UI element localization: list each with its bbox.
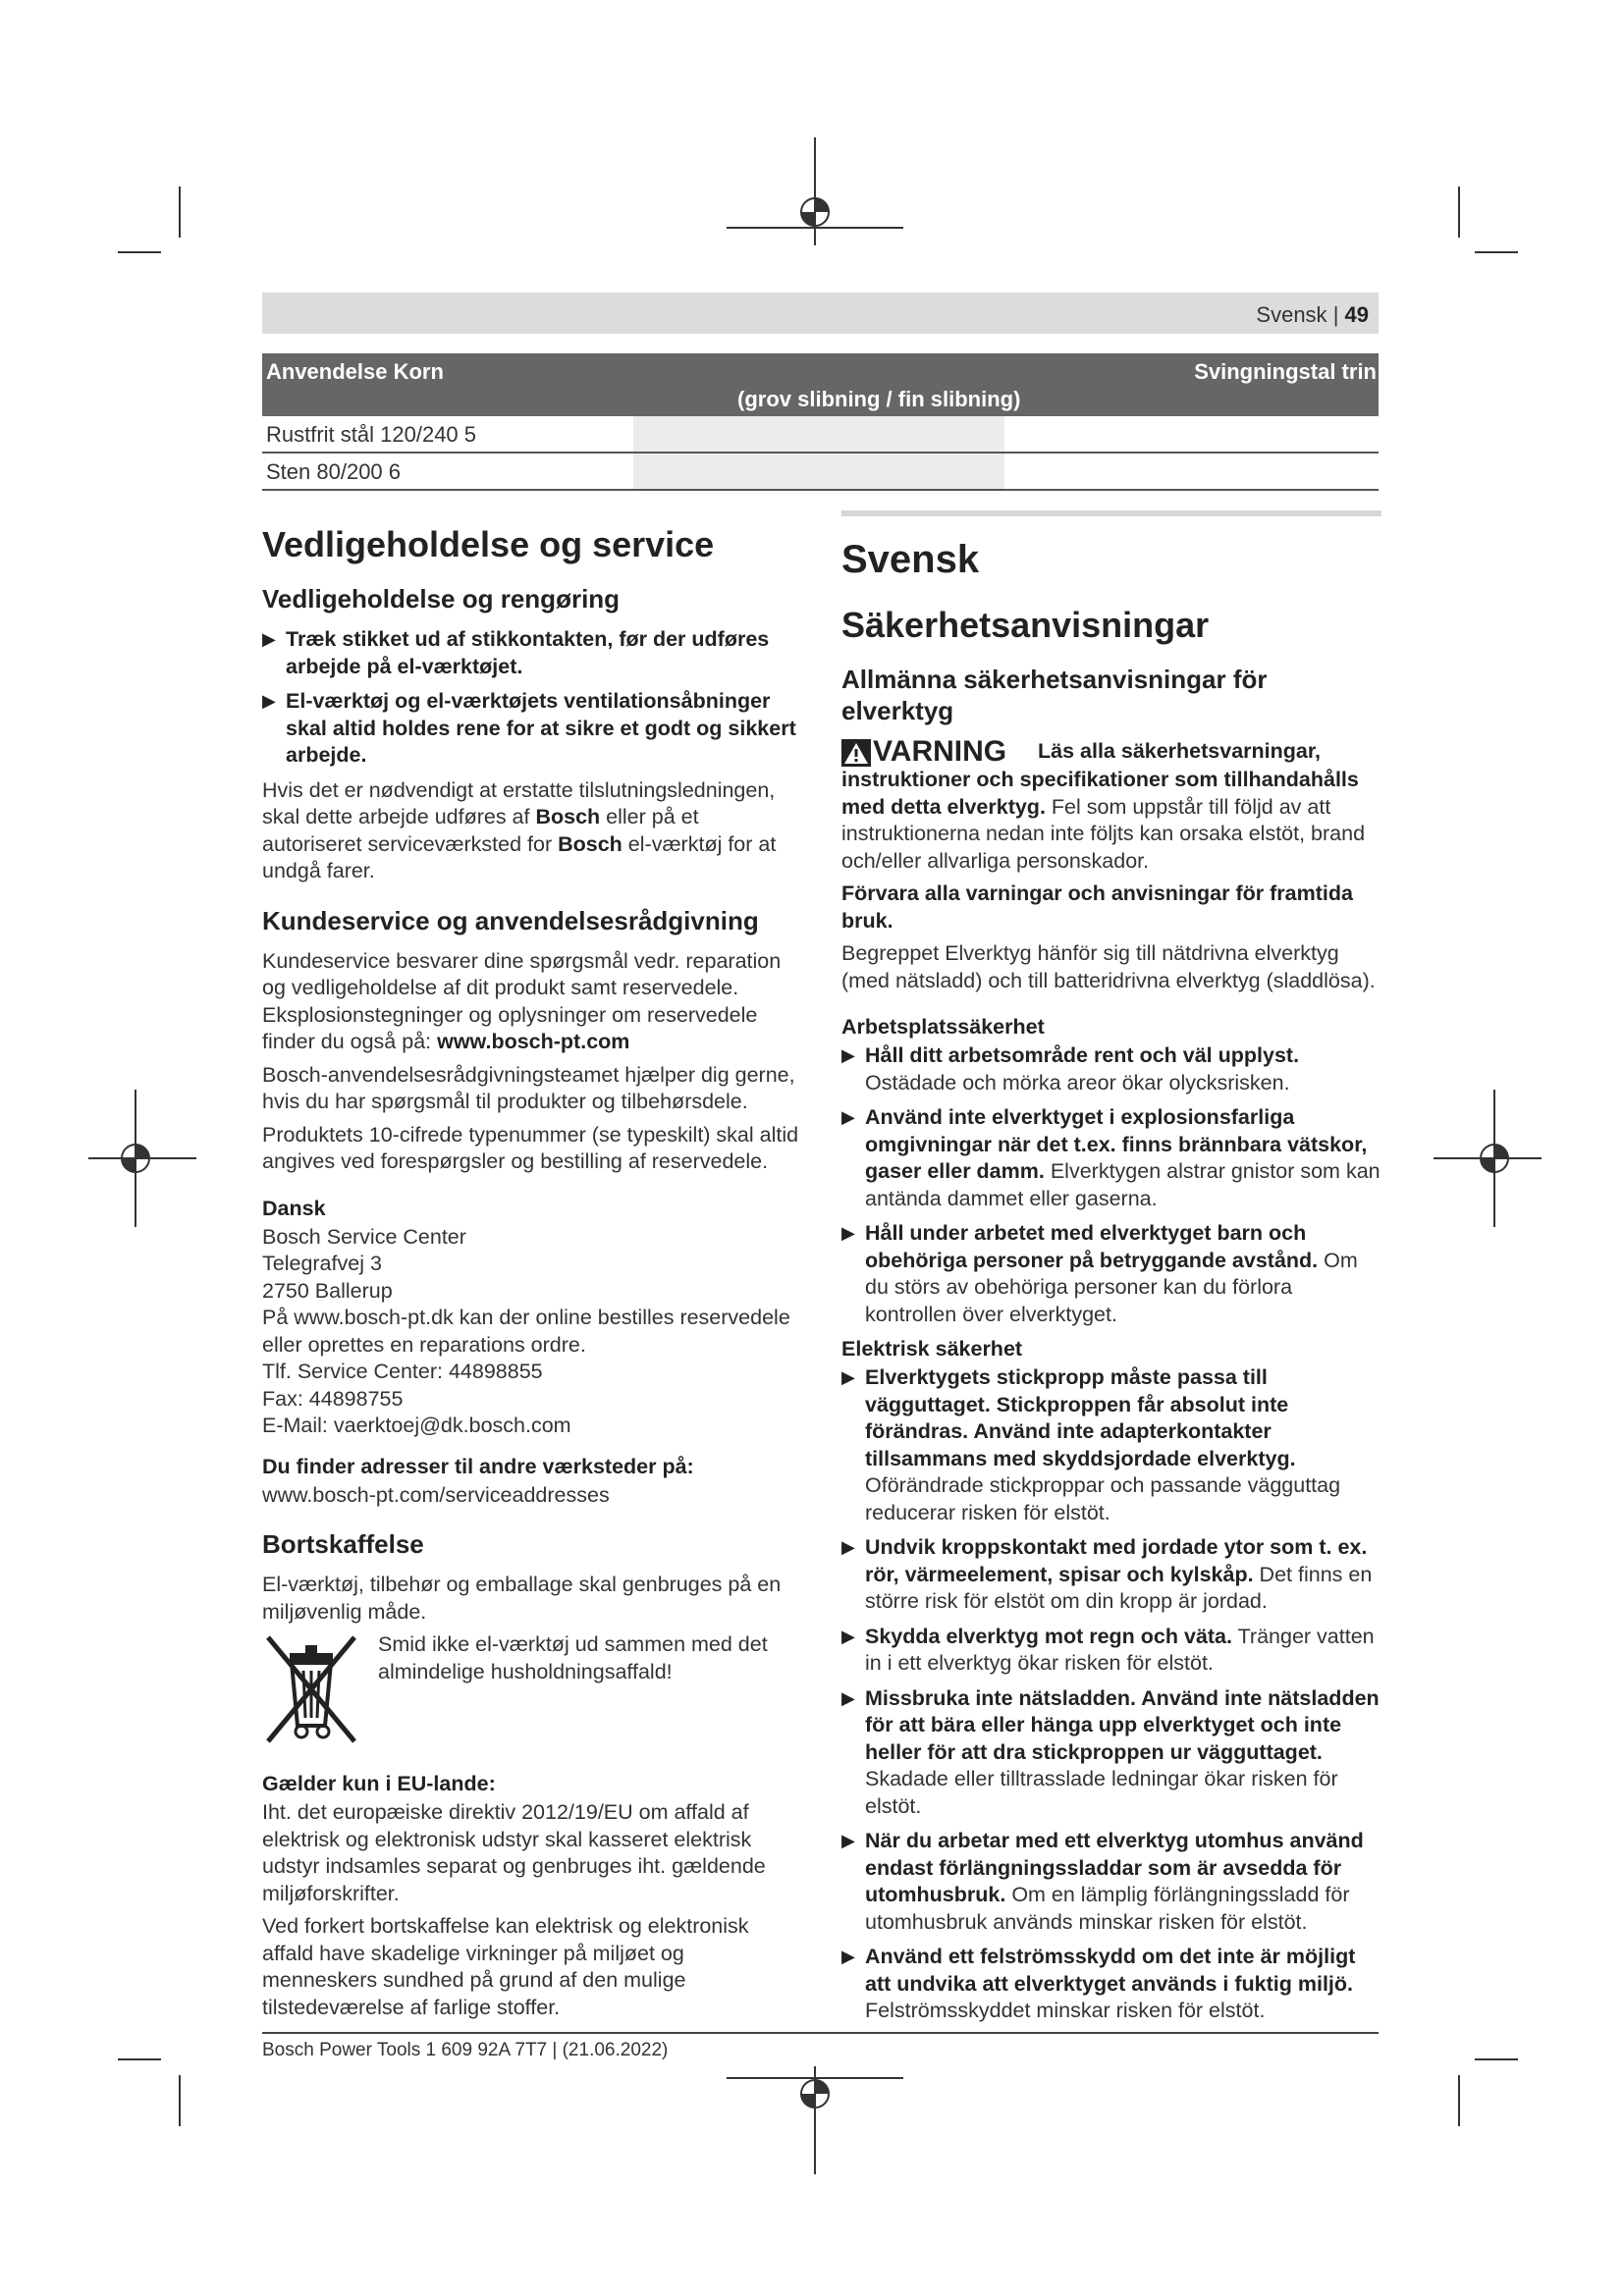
header-section: Svensk [1256, 302, 1327, 327]
right-column [841, 510, 1381, 2033]
heading-allmanna: Allmänna säkerhetsanvisningar för elverktyg [841, 665, 1268, 725]
address-line: Fax: 44898755 [262, 1386, 404, 1411]
bullet-list [841, 1042, 1381, 1328]
list-item: ▶ Använd inte elverktyget i explosionsfarliga omgivningar när det t.ex. finns brännbara vätskor, gaser eller damm. Elverktygen alstrar gnistor som kan antända dammet eller gaserna. [841, 1105, 1380, 1210]
triangle-bullet-icon: ▶ [841, 1045, 855, 1066]
column-header: Svingningstal trin [1194, 359, 1377, 384]
address-line: E-Mail: vaerktoej@dk.bosch.com [262, 1414, 571, 1437]
service-addresses-link[interactable]: www.bosch-pt.com/serviceaddresses [262, 1482, 610, 1507]
heading-rengoring: Vedligeholdelse og rengøring [262, 584, 621, 614]
heading-eu: Gælder kun i EU-lande: [262, 1772, 496, 1795]
heading-arbetsplats: Arbetsplatssäkerhet [841, 1015, 1045, 1040]
triangle-bullet-icon: ▶ [841, 1107, 855, 1128]
list-item: ▶ Håll under arbetet med elverktyget barn och obehöriga personer på betryggande avstånd. Om du störs av obehöriga personer kan du förlora kontrollen över elverktyget. [841, 1221, 1358, 1326]
paragraph: Kundeservice besvarer dine spørgsmål vedr. reparation og vedligeholdelse af dit produkt samt reservedele. Eksplosionstegninger og oplysninger om reservedele finder du også på: www.bosch-pt.com [262, 948, 782, 1053]
heading-kundeservice: Kundeservice og anvendelsesrådgivning [262, 905, 759, 935]
section-divider [841, 510, 1381, 516]
table-cell: Rustfrit stål 120/240 5 [266, 422, 477, 447]
heading-adresser: Du finder adresser til andre værksteder på: [262, 1454, 694, 1478]
heading-bortskaffelse: Bortskaffelse [262, 1529, 424, 1559]
warning-block: VARNING Läs alla säkerhetsvarningar, instruktioner och specifikationer som tillhandahålls med detta elverktyg. Fel som uppstår till följd av att instruktionerna nedan inte följts kan orsaka elstöt, brand och/eller allvarliga personskador. [841, 735, 1366, 873]
triangle-bullet-icon: ▶ [262, 691, 276, 711]
bullet-list [262, 626, 802, 770]
crossed-bin-icon [262, 1631, 360, 1747]
registration-target-icon [88, 1090, 196, 1227]
column-header: Anvendelse Korn [266, 359, 444, 384]
list-item: ▶ Använd ett felströmsskydd om det inte är möjligt att undvika att elverktyget används i fuktig miljö. Felströmsskyddet minskar risken för elstöt. [841, 1945, 1356, 2023]
list-item: ▶ Missbruka inte nätsladden. Använd inte nätsladden för att bära eller hänga upp elverktyget och inte heller för att dra stickproppen ur vägguttaget. Skadade eller tilltrasslade ledningar ökar risken för elstöt. [841, 1685, 1380, 1818]
left-column [262, 510, 802, 2027]
address-line: Telegrafvej 3 [262, 1252, 382, 1275]
heading-service: Vedligeholdelse og service [262, 524, 715, 564]
list-item: ▶ El-værktøj og el-værktøjets ventilationsåbninger skal altid holdes rene for at sikre et godt og sikkert arbejde. [262, 689, 796, 767]
registration-target-icon [727, 137, 903, 245]
triangle-bullet-icon: ▶ [841, 1947, 855, 1967]
footer-divider [262, 2032, 1379, 2034]
list-item: ▶ Træk stikket ud af stikkontakten, før der udføres arbejde på el-værktøjet. [262, 627, 770, 678]
triangle-bullet-icon: ▶ [841, 1687, 855, 1708]
address-line: På www.bosch-pt.dk kan der online bestilles reservedele eller oprettes en reparations ordre. [262, 1306, 790, 1357]
address-block [262, 1224, 802, 1440]
address-line: Tlf. Service Center: 44898855 [262, 1360, 543, 1383]
bosch-url-link[interactable]: www.bosch-pt.com [437, 1030, 630, 1053]
page-header: Svensk | 49 [262, 293, 1379, 334]
list-item: ▶ Elverktygets stickpropp måste passa till vägguttaget. Stickproppen får absolut inte förändras. Använd inte adapterkontakter tillsammans med skyddsjordade elverktyg. Oförändrade stickproppar och passande vägguttag reducerar risken för elstöt. [841, 1365, 1341, 1524]
warning-triangle-icon [841, 739, 871, 767]
warning-badge: VARNING [841, 738, 1038, 767]
list-item: ▶ Undvik kroppskontakt med jordade ytor som t. ex. rör, värmeelement, spisar och kylskåp. Det finns en större risk för elstöt om din kropp är jordad. [841, 1535, 1373, 1614]
paragraph: Ved forkert bortskaffelse kan elektrisk og elektronisk affald have skadelige virkninger på miljøet og menneskers sundhed på grund af den mulige tilstedeværelse af farlige stoffer. [262, 1914, 749, 2019]
page-number: 49 [1344, 302, 1369, 327]
heading-safety: Säkerhetsanvisningar [841, 605, 1210, 645]
triangle-bullet-icon: ▶ [841, 1626, 855, 1646]
registration-target-icon [727, 2066, 903, 2174]
paragraph: Iht. det europæiske direktiv 2012/19/EU om affald af elektrisk og elektronisk udstyr skal kasseret elektrisk udstyr indsamles separat og genbruges iht. gældende miljøforskrifter. [262, 1800, 766, 1905]
page-footer: Bosch Power Tools 1 609 92A 7T7 | (21.06.2022) [262, 2040, 669, 2060]
triangle-bullet-icon: ▶ [841, 1831, 855, 1851]
address-line: 2750 Ballerup [262, 1278, 393, 1303]
list-item: ▶ Skydda elverktyg mot regn och väta. Tränger vatten in i ett elverktyg ökar risken för elstöt. [841, 1624, 1375, 1676]
list-item: ▶ När du arbetar med ett elverktyg utomhus använd endast förlängningssladdar som är avsedda för utomhusbruk. Om en lämplig förlängningssladd för utomhusbruk används minskar risken för elstöt. [841, 1829, 1364, 1934]
paragraph: Hvis det er nødvendigt at erstatte tilslutningsledningen, skal dette arbejde udføres af Bosch eller på et autoriseret serviceværksted for Bosch el-værktøj for at undgå farer. [262, 777, 777, 882]
registration-target-icon [1434, 1090, 1542, 1227]
address-line: Bosch Service Center [262, 1224, 466, 1249]
triangle-bullet-icon: ▶ [841, 1537, 855, 1558]
weee-notice [262, 1631, 802, 1749]
heading-dansk: Dansk [262, 1196, 326, 1220]
paragraph: Begreppet Elverktyg hänför sig till nätdrivna elverktyg (med nätsladd) och till batteridrivna elverktyg (sladdlösa). [841, 941, 1376, 992]
triangle-bullet-icon: ▶ [841, 1367, 855, 1388]
paragraph: El-værktøj, tilbehør og emballage skal genbruges på en miljøvenlig måde. [262, 1573, 782, 1624]
table-header [262, 353, 1379, 416]
table-row [262, 454, 1379, 491]
table-cell: Sten 80/200 6 [266, 459, 402, 484]
weee-text: Smid ikke el-værktøj ud sammen med det almindelige husholdningsaffald! [378, 1632, 768, 1683]
triangle-bullet-icon: ▶ [841, 1223, 855, 1244]
column-header: (grov slibning / fin slibning) [737, 387, 1021, 411]
paragraph: Bosch-anvendelsesrådgivningsteamet hjælper dig gerne, hvis du har spørgsmål til produkter og tilbehørsdele. [262, 1062, 795, 1113]
heading-elektrisk: Elektrisk säkerhet [841, 1337, 1023, 1362]
heading-language: Svensk [841, 538, 980, 581]
grit-table [262, 353, 1379, 491]
table-row [262, 416, 1379, 454]
list-item: ▶ Håll ditt arbetsområde rent och väl upplyst. Ostädade och mörka areor ökar olycksrisken. [841, 1043, 1300, 1095]
bullet-list [841, 1364, 1381, 2025]
paragraph: Produktets 10-cifrede typenummer (se typeskilt) skal altid angives ved forespørgsler og bestilling af reservedele. [262, 1122, 799, 1173]
paragraph-forvara: Förvara alla varningar och anvisningar för framtida bruk. [841, 881, 1353, 933]
triangle-bullet-icon: ▶ [262, 629, 276, 649]
